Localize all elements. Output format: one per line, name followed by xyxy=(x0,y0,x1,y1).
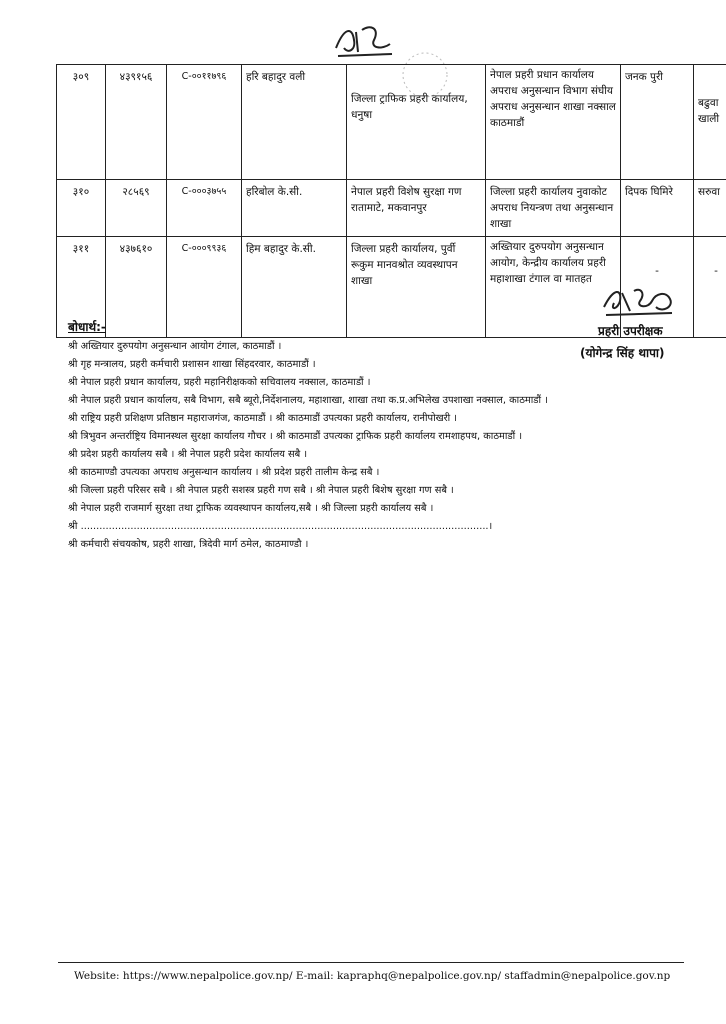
footer-contact: Website: https://www.nepalpolice.gov.np/ E-mail: kapraphq@nepalpolice.gov.np/ staffadmin@nepalpolice.gov.np xyxy=(74,970,671,982)
officer-signature xyxy=(600,283,680,319)
cc-item: श्री ...................................................................................................................................। xyxy=(68,521,493,532)
transferred-to-office: नेपाल प्रहरी प्रधान कार्यालय अपराध अनुसन्धान विभाग संघीय अपराध अनुसन्धान शाखा नक्साल काठमाडौं xyxy=(486,65,621,180)
relieved-by: - xyxy=(621,237,694,338)
cc-item: श्री नेपाल प्रहरी प्रधान कार्यालय, प्रहरी महानिरीक्षकको सचिवालय नक्साल, काठमाडौं । xyxy=(68,377,371,388)
cc-item: श्री राष्ट्रिय प्रहरी प्रशिक्षण प्रतिष्ठान महाराजगंज, काठमाडौं । श्री काठमाडौं उपत्यका प्रहरी कार्यालय, रानीपोखरी । xyxy=(68,413,458,424)
transferred-to-office: जिल्ला प्रहरी कार्यालय नुवाकोट अपराध नियन्त्रण तथा अनुसन्धान शाखा xyxy=(486,180,621,237)
footer-divider xyxy=(58,962,684,963)
handwritten-page-number-signature xyxy=(330,18,400,62)
table-row xyxy=(57,180,726,237)
employee-id: ४३९१५६ xyxy=(106,65,167,180)
current-office: नेपाल प्रहरी विशेष सुरक्षा गण रातामाटे, मकवानपुर xyxy=(347,180,486,237)
remarks: - xyxy=(694,237,726,338)
employee-id: २८५६९ xyxy=(106,180,167,237)
remarks: सरुवा xyxy=(694,180,726,237)
cc-item: श्री जिल्ला प्रहरी परिसर सबै । श्री नेपाल प्रहरी सशस्त्र प्रहरी गण सबै । श्री नेपाल प्रहरी बिशेष सुरक्षा गण सबै । xyxy=(68,485,454,496)
transferred-to-office: अख्तियार दुरुपयोग अनुसन्धान आयोग, केन्द्रीय कार्यालय प्रहरी महाशाखा टंगाल वा मातहत xyxy=(486,237,621,338)
signatory-name: (योगेन्द्र सिंह थापा) xyxy=(580,346,665,360)
current-office: जिल्ला प्रहरी कार्यालय, पुर्वी रूकुम मानवश्रोत व्यवस्थापन शाखा xyxy=(347,237,486,338)
serial-number: ३११ xyxy=(57,237,106,338)
personnel-code: C-०००३७५५ xyxy=(167,180,242,237)
remarks: बढुवा खाली xyxy=(694,65,726,180)
cc-list xyxy=(68,338,628,554)
relieved-by: जनक पुरी xyxy=(621,65,694,180)
cc-item: श्री नेपाल प्रहरी राजमार्ग सुरक्षा तथा ट्राफिक व्यवस्थापन कार्यालय,सबै । श्री जिल्ला प्रहरी कार्यालय सबै । xyxy=(68,503,434,514)
cc-item: श्री त्रिभुवन अन्तर्राष्ट्रिय विमानस्थल सुरक्षा कार्यालय गौचर । श्री काठमाडौं उपत्यका ट्राफिक प्रहरी कार्यालय रामशाहपथ, काठमाडौं । xyxy=(68,431,523,442)
cc-item: श्री नेपाल प्रहरी प्रधान कार्यालय, सबै विभाग, सबै ब्यूरो,निर्देशनालय, महाशाखा, शाखा तथा क.प्र.अभिलेख उपशाखा नक्साल, काठमाडौं । xyxy=(68,395,548,406)
personnel-code: C-००११७९६ xyxy=(167,65,242,180)
current-office: जिल्ला ट्राफिक प्रहरी कार्यालय, धनुषा xyxy=(347,65,486,180)
cc-item: श्री काठमाण्डौ उपत्यका अपराध अनुसन्धान कार्यालय । श्री प्रदेश प्रहरी तालीम केन्द्र सबै । xyxy=(68,467,380,478)
signatory-title: प्रहरी उपरीक्षक xyxy=(598,324,663,338)
cc-item: श्री प्रदेश प्रहरी कार्यालय सबै । श्री नेपाल प्रहरी प्रदेश कार्यालय सबै । xyxy=(68,449,308,460)
serial-number: ३१० xyxy=(57,180,106,237)
relieved-by: दिपक घिमिरे xyxy=(621,180,694,237)
cc-item: श्री कर्मचारी संचयकोष, प्रहरी शाखा, त्रिदेवी मार्ग ठमेल, काठमाण्डौ । xyxy=(68,539,309,550)
employee-name: हरि बहादुर वली xyxy=(242,65,347,180)
employee-name: हरिबोल के.सी. xyxy=(242,180,347,237)
employee-id: ४३७६१० xyxy=(106,237,167,338)
cc-item: श्री गृह मन्त्रालय, प्रहरी कर्मचारी प्रशासन शाखा सिंहदरवार, काठमाडौं । xyxy=(68,359,316,370)
personnel-code: C-०००९९३६ xyxy=(167,237,242,338)
table-row xyxy=(57,65,726,180)
cc-item: श्री अख्तियार दुरुपयोग अनुसन्धान आयोग टंगाल, काठमाडौं । xyxy=(68,341,282,352)
serial-number: ३०९ xyxy=(57,65,106,180)
employee-name: हिम बहादुर के.सी. xyxy=(242,237,347,338)
cc-heading: बोधार्थ:- xyxy=(68,320,106,334)
